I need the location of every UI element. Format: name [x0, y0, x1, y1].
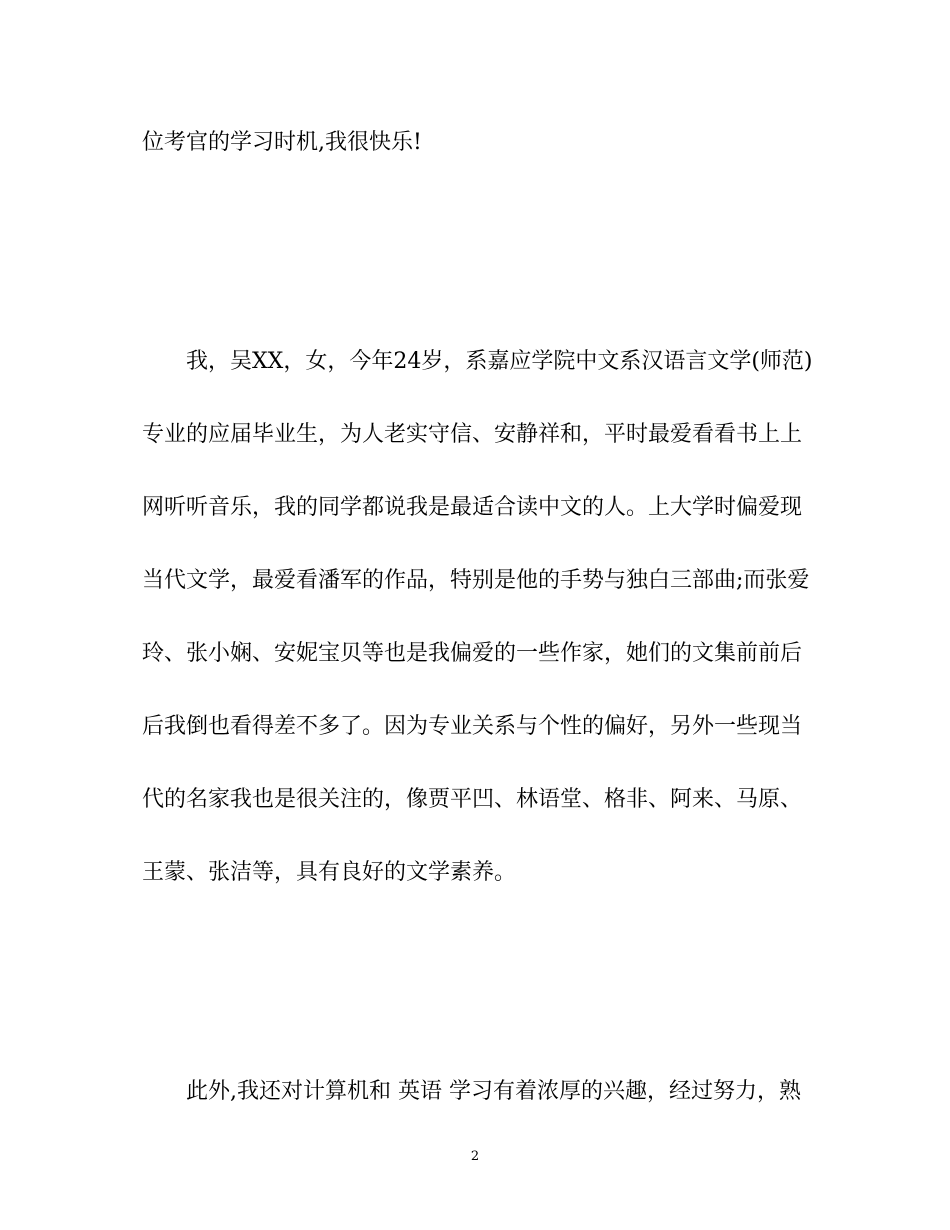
paragraph-2-line-2: 专业的应届毕业生，为人老实守信、安静祥和，平时最爱看看书上上 [142, 422, 803, 447]
paragraph-2-line-4: 当代文学，最爱看潘军的作品，特别是他的手势与独白三部曲;而张爱 [142, 568, 810, 593]
paragraph-2-line-8: 王蒙、张洁等，具有良好的文学素养。 [142, 860, 517, 885]
page-number: 2 [470, 1149, 480, 1164]
paragraph-2-line-6: 后我倒也看得差不多了。因为专业关系与个性的偏好，另外一些现当 [142, 714, 803, 739]
paragraph-2-line-1: 我，吴XX，女，今年24岁，系嘉应学院中文系汉语言文学(师范) [186, 349, 813, 374]
paragraph-3-line-1: 此外,我还对计算机和 英语 学习有着浓厚的兴趣，经过努力，熟 [186, 1079, 801, 1104]
paragraph-1-line-1: 位考官的学习时机,我很快乐! [142, 130, 422, 155]
paragraph-2-line-7: 代的名家我也是很关注的，像贾平凹、林语堂、格非、阿来、马原、 [142, 787, 803, 812]
paragraph-2-line-3: 网听听音乐，我的同学都说我是最适合读中文的人。上大学时偏爱现 [142, 495, 803, 520]
paragraph-2-line-5: 玲、张小娴、安妮宝贝等也是我偏爱的一些作家，她们的文集前前后 [142, 641, 803, 666]
